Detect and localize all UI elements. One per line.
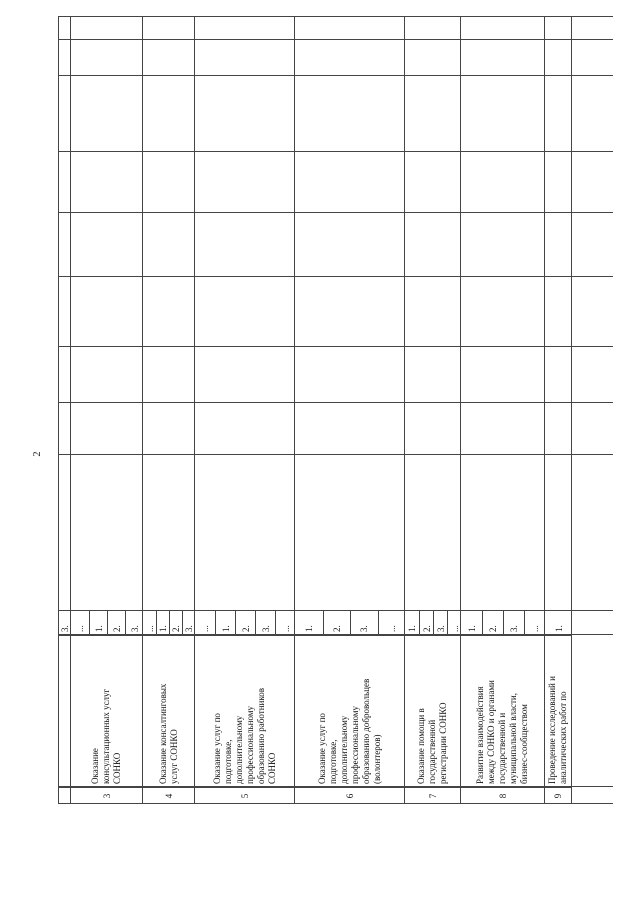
sub-item: 2. bbox=[169, 611, 182, 635]
row-number: 9 bbox=[545, 787, 571, 804]
sub-item: 1. bbox=[89, 611, 107, 635]
row-name: Оказание услуг по подготовке, дополнительному профессиональному образованию добровольцев (волонтеров) bbox=[295, 635, 404, 787]
row-number: 6 bbox=[295, 787, 404, 804]
sub-item: 1. bbox=[407, 625, 417, 632]
sub-item: 1. bbox=[554, 625, 564, 632]
sub-item: 1. bbox=[215, 611, 235, 635]
sub-item: 2. bbox=[323, 611, 351, 635]
row-number: 8 bbox=[461, 787, 544, 804]
sub-item: ... bbox=[200, 625, 210, 632]
page-number: 2 bbox=[32, 451, 43, 457]
sub-item: 1. bbox=[466, 625, 477, 632]
table-border bbox=[58, 16, 613, 804]
sub-item: ... bbox=[524, 611, 545, 635]
row-name: Проведение исследований и аналитических работ по bbox=[545, 635, 571, 787]
sub-item: 1. bbox=[303, 625, 314, 632]
row-number: 3 bbox=[71, 787, 142, 804]
report-table bbox=[58, 16, 613, 804]
sub-item: ... bbox=[75, 625, 85, 632]
row-name: Оказание услуг по подготовке, дополнительному профессиональному образованию работников СОНКО bbox=[195, 635, 294, 787]
row-name: Оказание консультационных услуг СОНКО bbox=[71, 635, 142, 787]
row-number: 4 bbox=[143, 787, 194, 804]
sub-item: 2. bbox=[235, 611, 255, 635]
table-wrapper bbox=[58, 16, 613, 804]
sub-item: ... bbox=[144, 625, 155, 632]
sub-item: 2. bbox=[419, 611, 433, 635]
row-name: Развитие взаимодействия между СОНКО и органами государственной и муниципальной власти, бизнес-сообществом bbox=[461, 635, 544, 787]
sub-item: ... bbox=[447, 611, 461, 635]
sub-item: 2. bbox=[482, 611, 503, 635]
sub-item: ... bbox=[275, 611, 295, 635]
sub-item: 3. bbox=[182, 611, 195, 635]
row-number: 5 bbox=[195, 787, 294, 804]
sub-item: 3. bbox=[433, 611, 447, 635]
row-name: Оказание помощи в государственной регистрации СОНКО bbox=[405, 635, 460, 787]
sub-item: 3. bbox=[255, 611, 275, 635]
sub-item: 3. bbox=[125, 611, 143, 635]
sub-item: ... bbox=[378, 611, 406, 635]
row-number: 7 bbox=[405, 787, 460, 804]
sub-item: 2. bbox=[107, 611, 125, 635]
row-name: Оказание консалтинговых услуг СОНКО bbox=[143, 635, 194, 787]
sub-item: 3. bbox=[350, 611, 378, 635]
sub-item: 1. bbox=[156, 611, 169, 635]
sub-item: 3. bbox=[503, 611, 524, 635]
sub-item: 3. bbox=[60, 625, 70, 632]
